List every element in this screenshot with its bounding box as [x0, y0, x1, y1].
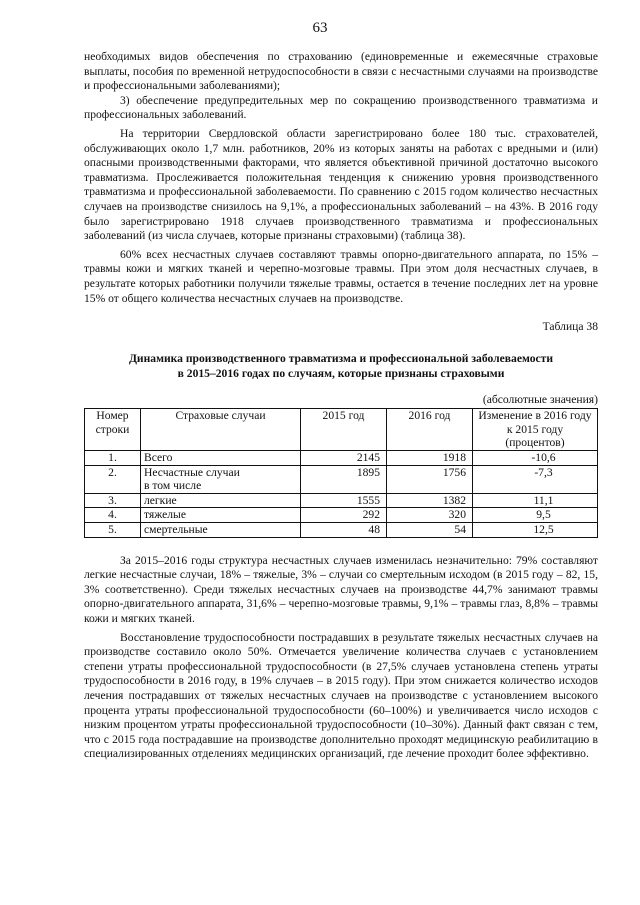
row-number: 5.: [85, 523, 141, 538]
row-number: 1.: [85, 451, 141, 466]
row-number: 2.: [85, 465, 141, 493]
row-change: 12,5: [473, 523, 598, 538]
row-case: [141, 465, 301, 493]
row-2015: 1555: [301, 493, 387, 508]
row-2016: 1756: [387, 465, 473, 493]
header-change: [473, 409, 598, 451]
row-2016: 54: [387, 523, 473, 538]
table-header-row: [85, 409, 598, 451]
header-2015: 2015 год: [301, 409, 387, 451]
table-row: [85, 508, 598, 523]
row-change: -10,6: [473, 451, 598, 466]
header-row-number-line-2: строки: [95, 422, 130, 436]
row-case-line-2: в том числе: [144, 479, 202, 493]
row-number: 3.: [85, 493, 141, 508]
table-units: (абсолютные значения): [482, 392, 598, 406]
table-label: Таблица 38: [542, 320, 598, 334]
table-row: [85, 523, 598, 538]
row-change: -7,3: [473, 465, 598, 493]
row-case: смертельные: [141, 523, 301, 538]
row-case: Всего: [141, 451, 301, 466]
header-row-number-line-1: Номер: [96, 409, 129, 423]
header-2016: 2016 год: [387, 409, 473, 451]
paragraph-3: На территории Свердловской области зарегистрировано более 180 тыс. страхователей, обслуживающих около 1,7 млн. работников, 20% из которых заняты на работах с вредными и (или) опасными производственными факторами, что является объективной причиной достаточно высокого травматизма. Прослеживается положительная тенденция к снижению уровня производственного травматизма и профессиональной заболеваемости. По сравнению с 2015 годом количество несчастных случаев на производстве снизилось на 9,1%, а профессиональных заболеваний – на 43%. В 2016 году было зарегистрировано 1918 случаев производственного травматизма и профессиональных заболеваний (из числа случаев, которые признаны страховыми) (таблица 38).: [84, 126, 598, 243]
paragraph-6: Восстановление трудоспособности пострадавших в результате тяжелых несчастных случаев на производстве составило около 50%. Отмечается увеличение количества случаев с установлением степени утраты профессиональной трудоспособности (в 27,5% случаев установлена степень утраты трудоспособности в 2016 году, в 19% случаев – в 2015 году). При этом снижается количество исходов лечения пострадавших от тяжелых несчастных случаев на производстве с установлением высокого процента утраты профессиональной трудоспособности (60–100%) и увеличивается число исходов с низким процентом утраты профессиональной трудоспособности (10–30%). Данный факт связан с тем, что с 2015 года пострадавшие на производстве дополнительно проходят медицинскую реабилитацию в специализированных отделениях медицинских организаций, где лечение проходит более эффективно.: [84, 630, 598, 761]
row-2015: 292: [301, 508, 387, 523]
row-2015: 2145: [301, 451, 387, 466]
header-change-line-1: Изменение в 2016 году: [478, 409, 592, 423]
row-change: 9,5: [473, 508, 598, 523]
row-2015: 48: [301, 523, 387, 538]
row-2016: 1382: [387, 493, 473, 508]
row-2016: 320: [387, 508, 473, 523]
header-insured-cases: Страховые случаи: [141, 409, 301, 451]
table-title: [84, 351, 598, 381]
page-content: [84, 50, 598, 762]
table-row: [85, 451, 598, 466]
table-title-line-1: Динамика производственного травматизма и профессиональной заболеваемости: [128, 351, 554, 365]
row-case-line-1: Несчастные случаи: [144, 465, 240, 479]
table-row: [85, 465, 598, 493]
row-case: легкие: [141, 493, 301, 508]
paragraph-5: За 2015–2016 годы структура несчастных случаев изменилась незначительно: 79% составляют легкие несчастные случаи, 18% – тяжелые, 3% – случаи со смертельным исходом (в 2015 году – 82, 15, 3% соответственно). Среди тяжелых несчастных случаев на производстве 44,7% занимают травмы опорно-двигательного аппарата, 31,6% – черепно-мозговые травмы, 9,1% – травмы глаз, 8,8% – травмы кожи и мягких тканей.: [84, 553, 598, 625]
page-number: 63: [312, 20, 328, 36]
header-row-number: [85, 409, 141, 451]
row-case: тяжелые: [141, 508, 301, 523]
paragraph-1: необходимых видов обеспечения по страхованию (единовременные и ежемесячные страховые выплаты, пособия по временной нетрудоспособности в связи с несчастными случаями на производстве и профессиональными заболеваниями);: [84, 50, 598, 93]
row-2015: 1895: [301, 465, 387, 493]
row-2016: 1918: [387, 451, 473, 466]
paragraph-2: 3) обеспечение предупредительных мер по сокращению производственного травматизма и профессиональных заболеваний.: [84, 93, 598, 122]
header-change-line-2: к 2015 году (процентов): [505, 422, 565, 450]
row-change: 11,1: [473, 493, 598, 508]
table-row: [85, 493, 598, 508]
paragraph-4: 60% всех несчастных случаев составляют травмы опорно-двигательного аппарата, по 15% – травмы кожи и мягких тканей и черепно-мозговые травмы. При этом доля несчастных случаев, в результате которых работники получили тяжелые травмы, остается в течение последних лет на уровне 15% от общего количества несчастных случаев на производстве.: [84, 247, 598, 305]
data-table: [84, 408, 598, 537]
table-title-line-2: в 2015–2016 годах по случаям, которые признаны страховыми: [177, 366, 505, 380]
row-number: 4.: [85, 508, 141, 523]
